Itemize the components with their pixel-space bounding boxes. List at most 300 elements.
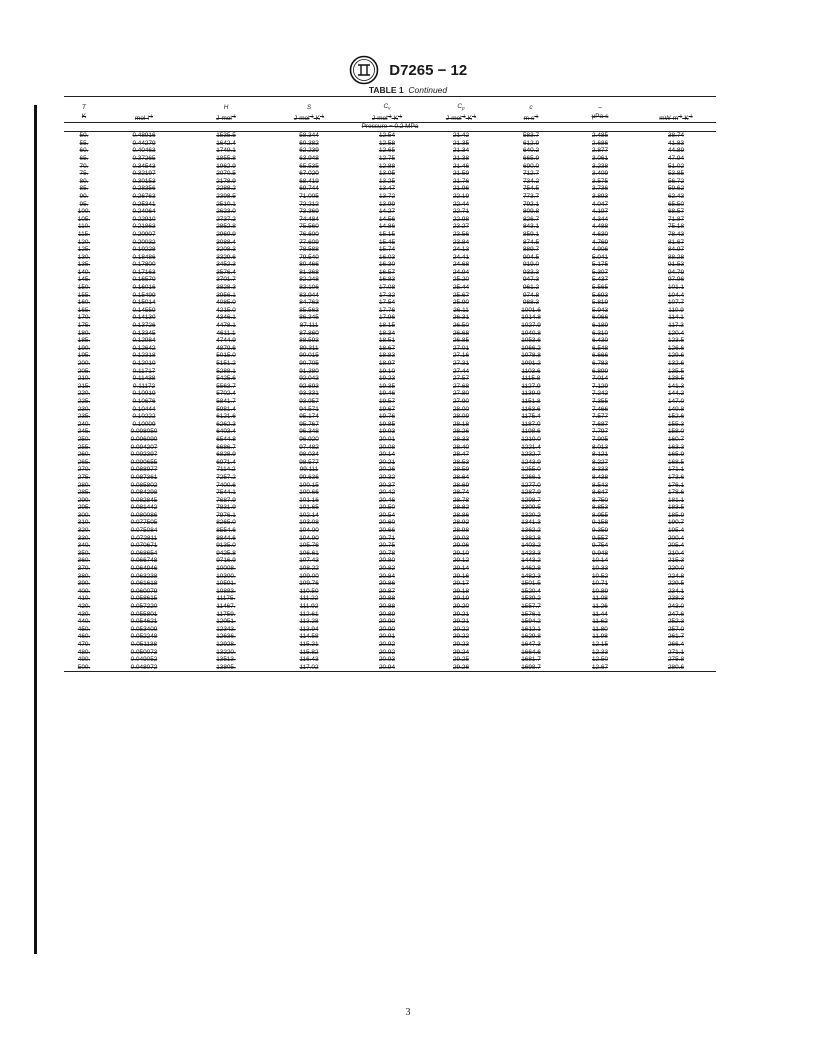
table-cell: 1298.7 [521, 496, 541, 504]
table-cell: 27.57 [453, 375, 469, 383]
table-cell: 21.46 [453, 162, 469, 170]
table-cell: 13.47 [379, 185, 395, 193]
table-cell: 105. [77, 215, 91, 223]
table-cell: 1664.6 [521, 648, 541, 656]
table-cell: 22.98 [453, 215, 469, 223]
astm-logo-icon [349, 55, 379, 85]
table-cell: 420. [77, 603, 91, 610]
table-row [64, 649, 716, 657]
table-cell: 0.32197 [132, 170, 156, 178]
table-cell: 210. [77, 375, 91, 383]
table-cell: 24.41 [453, 253, 469, 261]
table-cell: 97.482 [299, 443, 319, 451]
table-cell: 130. [77, 253, 91, 261]
table-cell: 9135.0 [216, 542, 236, 550]
table-cell: 10008. [216, 565, 236, 573]
table-cell: 29.10 [453, 549, 469, 557]
table-cell: 72.212 [299, 200, 319, 208]
table-cell: 1629.8 [521, 633, 541, 641]
table-cell: 90. [79, 192, 89, 200]
table-cell: 2.485 [592, 132, 608, 140]
table-cell: 3088.4 [216, 238, 236, 246]
table-cell: 0.12984 [132, 337, 156, 345]
table-cell: 21.42 [453, 132, 469, 140]
table-cell: 81.368 [299, 268, 319, 276]
table-cell: 0.092397 [130, 451, 158, 459]
table-cell: 4.769 [592, 238, 608, 246]
table-cell: 1277.0 [521, 481, 541, 489]
table-cell: 0.48916 [132, 132, 156, 140]
table-cell: 7.577 [592, 413, 608, 421]
table-cell: 180. [77, 329, 91, 337]
table-cell: 20.94 [350, 664, 424, 672]
table-cell: 0.13726 [132, 322, 156, 330]
table-cell: 4478.1 [216, 322, 236, 330]
table-cell: 5.437 [592, 276, 608, 284]
table-row [64, 633, 716, 641]
table-cell: 12.75 [379, 154, 395, 162]
table-cell: 2178.9 [216, 177, 236, 185]
table-row [64, 216, 716, 224]
table-cell: 20.46 [379, 496, 395, 504]
table-cell: 102.14 [299, 511, 319, 519]
table-cell: 19.85 [379, 420, 395, 428]
table-cell: 89.311 [299, 344, 319, 352]
table-cell: 843.1 [523, 223, 539, 231]
table-cell: 75. [79, 170, 89, 178]
table-cell: 640.2 [523, 147, 539, 155]
table-cell: 0.068654 [130, 549, 158, 557]
table-cell: 20.01 [379, 435, 395, 443]
table-cell: 1520.4 [521, 587, 541, 595]
table-cell: 0.053409 [130, 625, 158, 633]
table-cell: 380. [77, 572, 91, 580]
table-cell: 86.345 [299, 314, 319, 322]
table-cell: 110. [78, 223, 90, 231]
table-cell: 8.227 [592, 458, 608, 466]
table-cell: 20.92 [379, 640, 395, 648]
table-cell: 1681.7 [521, 656, 541, 664]
table-cell: 0.11438 [132, 375, 156, 383]
table-cell: 113.28 [299, 618, 319, 626]
table-cell: 70. [79, 162, 89, 170]
table-row [64, 368, 716, 376]
table-cell: 26.85 [453, 337, 469, 345]
table-cell: 0.087361 [130, 473, 158, 481]
table-cell: 240. [77, 420, 91, 428]
table-cell: 63.948 [299, 154, 319, 162]
table-cell: 13805. [184, 664, 268, 672]
table-cell: 4215.0 [216, 306, 236, 314]
column-unit-5: $J\cdot mol^{-1}\cdot K^{-1}$ [424, 112, 498, 123]
table-cell: 215. [77, 382, 91, 390]
table-cell: 38.74 [668, 132, 684, 140]
table-cell: 10883. [216, 587, 236, 595]
table-cell: 260. [77, 451, 91, 459]
table-cell: 20.75 [379, 542, 395, 550]
table-cell: 20.21 [379, 458, 395, 466]
table-row [64, 246, 716, 254]
table-cell: 100.66 [299, 489, 319, 497]
table-cell: 29.24 [453, 648, 469, 656]
table-cell: 247.6 [668, 610, 684, 618]
table-cell: 92.043 [299, 375, 319, 383]
column-unit-3: $J\cdot mol^{-1}\cdot K^{-1}$ [268, 112, 350, 123]
table-cell: 17.54 [379, 299, 395, 307]
table-cell: 68.419 [299, 177, 319, 185]
table-cell: 0.088977 [130, 466, 158, 474]
table-cell: 83.106 [299, 284, 319, 292]
table-cell: 14.56 [379, 215, 395, 223]
table-cell: 5151.2 [216, 360, 236, 367]
table-cell: 0.13345 [132, 329, 156, 337]
table-cell: 933.3 [523, 268, 539, 276]
table-cell: 5.693 [592, 291, 608, 299]
table-cell: 0.050073 [130, 648, 158, 656]
table-cell: 310. [77, 519, 91, 527]
table-cell: 7114.2 [216, 466, 236, 474]
table-cell: 41.83 [668, 139, 684, 147]
table-cell: 7.466 [592, 405, 608, 413]
table-row [64, 170, 716, 178]
table-cell: 8265.0 [216, 519, 236, 527]
table-cell: 96.348 [299, 428, 319, 436]
table-cell: 29.03 [453, 534, 469, 542]
table-cell: 28.92 [453, 519, 469, 527]
table-cell: 1014.8 [521, 314, 541, 322]
table-cell: 144.2 [668, 390, 684, 398]
table-cell: 7.355 [592, 397, 608, 405]
table-cell: 29.19 [453, 595, 469, 603]
table-cell: 1053.6 [521, 337, 541, 345]
table-cell: 18.67 [379, 344, 395, 352]
table-cell: 0.25341 [132, 200, 156, 208]
table-cell: 28.64 [453, 473, 469, 481]
table-cell: 947.3 [523, 276, 539, 284]
table-row [64, 178, 716, 186]
table-cell: 3208.3 [216, 246, 236, 254]
table-cell: 919.0 [523, 261, 539, 269]
table-cell: 12.58 [379, 139, 395, 147]
table-cell: 91.380 [299, 367, 319, 375]
table-cell: 29.25 [453, 656, 469, 664]
table-cell: 0.12010 [132, 360, 156, 367]
table-cell: 8554.6 [216, 527, 236, 535]
table-cell: 7831.9 [216, 504, 236, 512]
table-cell: 12051. [216, 618, 236, 626]
table-row [64, 413, 716, 421]
table-cell: 7687.9 [216, 496, 236, 504]
table-cell: 101.65 [299, 504, 319, 512]
table-cell: 17.32 [379, 291, 395, 299]
table-cell: 1647.3 [521, 640, 541, 648]
table-cell: 105.76 [299, 542, 319, 550]
table-cell: 17.76 [379, 306, 395, 314]
table-cell: 75.560 [299, 223, 319, 231]
table-cell: 190.7 [668, 519, 684, 527]
table-cell: 20.80 [379, 557, 395, 565]
table-cell: 28.59 [453, 466, 469, 474]
table-cell: 21.59 [453, 170, 469, 178]
table-cell: 60. [79, 147, 89, 155]
table-cell: 1040.8 [521, 329, 541, 337]
table-row [64, 352, 716, 360]
table-cell: 1287.9 [521, 489, 541, 497]
table-cell: 140. [77, 268, 91, 276]
table-cell: 13.72 [379, 192, 395, 200]
table-cell: 20.54 [379, 511, 395, 519]
table-label: TABLE 1 [368, 85, 404, 95]
table-cell: 181.1 [668, 496, 684, 504]
table-row [64, 436, 716, 444]
table-cell: 6.548 [592, 344, 608, 352]
table-cell: 7.687 [592, 420, 608, 428]
table-cell: 350. [77, 549, 91, 557]
table-cell: 82.248 [299, 276, 319, 284]
table-cell: 3576.4 [216, 268, 236, 276]
table-cell: 110.9 [668, 306, 684, 314]
table-cell: 0.077505 [130, 519, 158, 527]
table-cell: 1309.5 [521, 504, 541, 512]
table-cell: 28.33 [453, 435, 469, 443]
table-cell: 210.4 [668, 549, 684, 557]
table-cell: 6544.8 [216, 435, 236, 443]
table-row [64, 580, 716, 588]
table-cell: 1501.5 [521, 580, 541, 588]
table-cell: 4611.1 [216, 329, 236, 337]
table-cell: 0.084298 [130, 489, 158, 497]
table-cell: 1749.1 [216, 147, 236, 155]
column-unit-2: J·mol$^{-1}$ [184, 112, 268, 123]
table-cell: 195. [77, 352, 91, 360]
table-cell: 6686.7 [216, 443, 236, 451]
table-cell: 17.08 [379, 284, 395, 292]
table-cell: 7976.1 [216, 511, 236, 519]
table-cell: 58.344 [299, 132, 319, 140]
table-cell: 5288.1 [216, 367, 236, 375]
table-cell: 12.67 [564, 664, 636, 672]
table-cell: 135.5 [668, 367, 684, 375]
table-cell: 19.67 [379, 405, 395, 413]
table-cell: 773.7 [523, 192, 539, 200]
table-cell: 4.488 [592, 223, 608, 231]
table-cell: 19.35 [379, 382, 395, 390]
table-cell: 0.10009 [132, 420, 156, 428]
table-cell: 163.3 [668, 443, 684, 451]
table-row [64, 147, 716, 155]
table-cell: 20.91 [379, 633, 395, 641]
table-cell: 73.369 [299, 208, 319, 216]
table-row [64, 360, 716, 368]
table-cell: 26.11 [453, 306, 469, 314]
table-cell: 109.76 [299, 580, 319, 588]
table-cell: 83.944 [299, 291, 319, 299]
table-cell: 84.763 [299, 299, 319, 307]
table-cell: 20.88 [379, 603, 395, 610]
table-cell: 6.666 [592, 352, 608, 360]
table-row [64, 314, 716, 322]
table-cell: 229.5 [668, 580, 684, 588]
table-row [64, 254, 716, 262]
table-cell: 85. [79, 185, 89, 193]
table-cell: 71.87 [668, 215, 684, 223]
column-symbol-7: – [598, 103, 602, 111]
table-cell: 10591. [216, 580, 236, 588]
table-cell: 138.5 [668, 375, 684, 383]
table-row [64, 611, 716, 619]
table-cell: 28.47 [453, 451, 469, 459]
table-row [64, 573, 716, 581]
table-cell: 4.047 [592, 200, 608, 208]
table-cell: 20.90 [379, 618, 395, 626]
revision-bar [34, 105, 37, 954]
table-cell: 0.18486 [132, 253, 156, 261]
table-cell: 75.18 [668, 223, 684, 231]
table-row [64, 223, 716, 231]
table-cell: 190. [77, 344, 91, 352]
table-cell: 10.89 [592, 587, 608, 595]
table-cell: 1443.2 [521, 557, 541, 565]
table-cell: 275.8 [668, 656, 684, 664]
table-cell: 205.4 [668, 542, 684, 550]
table-cell: 1266.1 [521, 473, 541, 481]
table-cell: 117.02 [268, 664, 350, 672]
table-cell: 0.082845 [130, 496, 158, 504]
table-cell: 155. [77, 291, 91, 299]
column-symbol-2: H [223, 103, 229, 111]
table-cell: 107.43 [299, 557, 319, 565]
table-row [64, 535, 716, 543]
table-cell: 0.098050 [130, 428, 158, 436]
table-cell: 8.333 [592, 466, 608, 474]
table-cell: 340. [77, 542, 91, 550]
table-row [64, 474, 716, 482]
table-cell: 60.382 [299, 139, 319, 147]
table-cell: 0.066748 [130, 557, 158, 565]
table-cell: 5702.4 [216, 390, 236, 398]
document-number: D7265 − 12 [389, 61, 468, 79]
table-cell: 734.2 [523, 177, 539, 185]
table-cell: 44.89 [668, 147, 684, 155]
table-cell: 225. [77, 397, 91, 405]
table-cell: 104.90 [299, 534, 319, 542]
table-cell: 12.65 [379, 147, 395, 155]
table-cell: 9425.8 [216, 549, 236, 557]
table-cell: 6828.9 [216, 451, 236, 459]
table-cell: 0.16016 [132, 284, 156, 292]
column-symbol-6: c [529, 103, 533, 111]
table-row [64, 307, 716, 315]
table-cell: 904.5 [523, 253, 539, 261]
table-cell: 1557.7 [521, 603, 541, 610]
table-cell: 28.69 [453, 481, 469, 489]
table-cell: 26.50 [453, 322, 469, 330]
table-cell: 974.8 [523, 291, 539, 299]
table-cell: 1175.4 [521, 413, 541, 421]
table-cell: 13.25 [379, 177, 395, 185]
table-cell: 116.43 [299, 656, 319, 664]
table-cell: 69.744 [299, 185, 319, 193]
table-cell: 0.075084 [130, 527, 158, 535]
table-cell: 20.90 [379, 625, 395, 633]
table-cell: 1078.8 [521, 352, 541, 360]
table-cell: 19.10 [379, 367, 395, 375]
table-cell: 112.61 [299, 610, 319, 618]
table-cell: 285. [77, 489, 91, 497]
table-cell: 20.26 [379, 466, 395, 474]
table-cell: 0.40463 [132, 147, 156, 155]
table-cell: 0.10444 [132, 405, 156, 413]
table-cell: 480. [77, 648, 91, 656]
table-cell: 0.090655 [130, 458, 158, 466]
table-cell: 390. [77, 580, 91, 588]
table-cell: 28.78 [453, 496, 469, 504]
table-cell: 0.10919 [132, 390, 156, 398]
table-cell: 4744.9 [216, 337, 236, 345]
table-row [64, 231, 716, 239]
table-cell: 5.819 [592, 299, 608, 307]
table-cell: 7257.2 [216, 473, 236, 481]
table-cell: 1462.8 [521, 565, 541, 573]
table-cell: 1001.6 [521, 306, 541, 314]
table-cell: 400. [77, 587, 91, 595]
table-cell: 4.630 [592, 230, 608, 238]
table-cell: 6.066 [592, 314, 608, 322]
table-cell: 11.26 [592, 603, 608, 610]
table-cell: 1482.3 [521, 572, 541, 580]
table-cell: 1539.2 [521, 595, 541, 603]
table-cell: 320. [77, 527, 91, 535]
table-cell: 9.158 [592, 519, 608, 527]
table-cell: 76.600 [299, 230, 319, 238]
table-row [64, 565, 716, 573]
table-cell: 25.44 [453, 284, 469, 292]
table-cell: 176.1 [668, 481, 684, 489]
table-cell: 135. [77, 261, 91, 269]
table-cell: 5.307 [592, 268, 608, 276]
table-cell: 2737.2 [216, 215, 236, 223]
table-cell: 0.080086 [130, 511, 158, 519]
table-row [64, 201, 716, 209]
table-cell: 160.7 [668, 435, 684, 443]
table-cell: 0.26763 [132, 192, 156, 200]
table-cell: 430. [77, 610, 91, 618]
table-cell: 78.588 [299, 246, 319, 254]
table-cell: 7.905 [592, 435, 608, 443]
table-cell: 826.7 [523, 215, 539, 223]
table-cell: 125. [77, 246, 91, 254]
table-cell: 23.84 [453, 238, 469, 246]
table-cell: 295. [77, 504, 91, 512]
column-symbol-0: T [82, 103, 86, 111]
table-cell: 2510.1 [216, 200, 236, 208]
table-cell: 450. [77, 625, 91, 633]
table-cell: 90.705 [299, 360, 319, 367]
table-row [64, 421, 716, 429]
table-row [64, 208, 716, 216]
table-cell: 24.94 [453, 268, 469, 276]
table-cell: 8.750 [592, 496, 608, 504]
column-unit-0: K [64, 112, 104, 123]
table-row [64, 444, 716, 452]
table-cell: 11.80 [592, 625, 608, 633]
table-cell: 1091.2 [521, 360, 541, 367]
table-cell: 0.057220 [130, 603, 158, 610]
table-cell: 12.88 [379, 162, 395, 170]
table-cell: 230. [77, 405, 91, 413]
table-row [64, 588, 716, 596]
table-cell: 12.15 [592, 640, 608, 648]
